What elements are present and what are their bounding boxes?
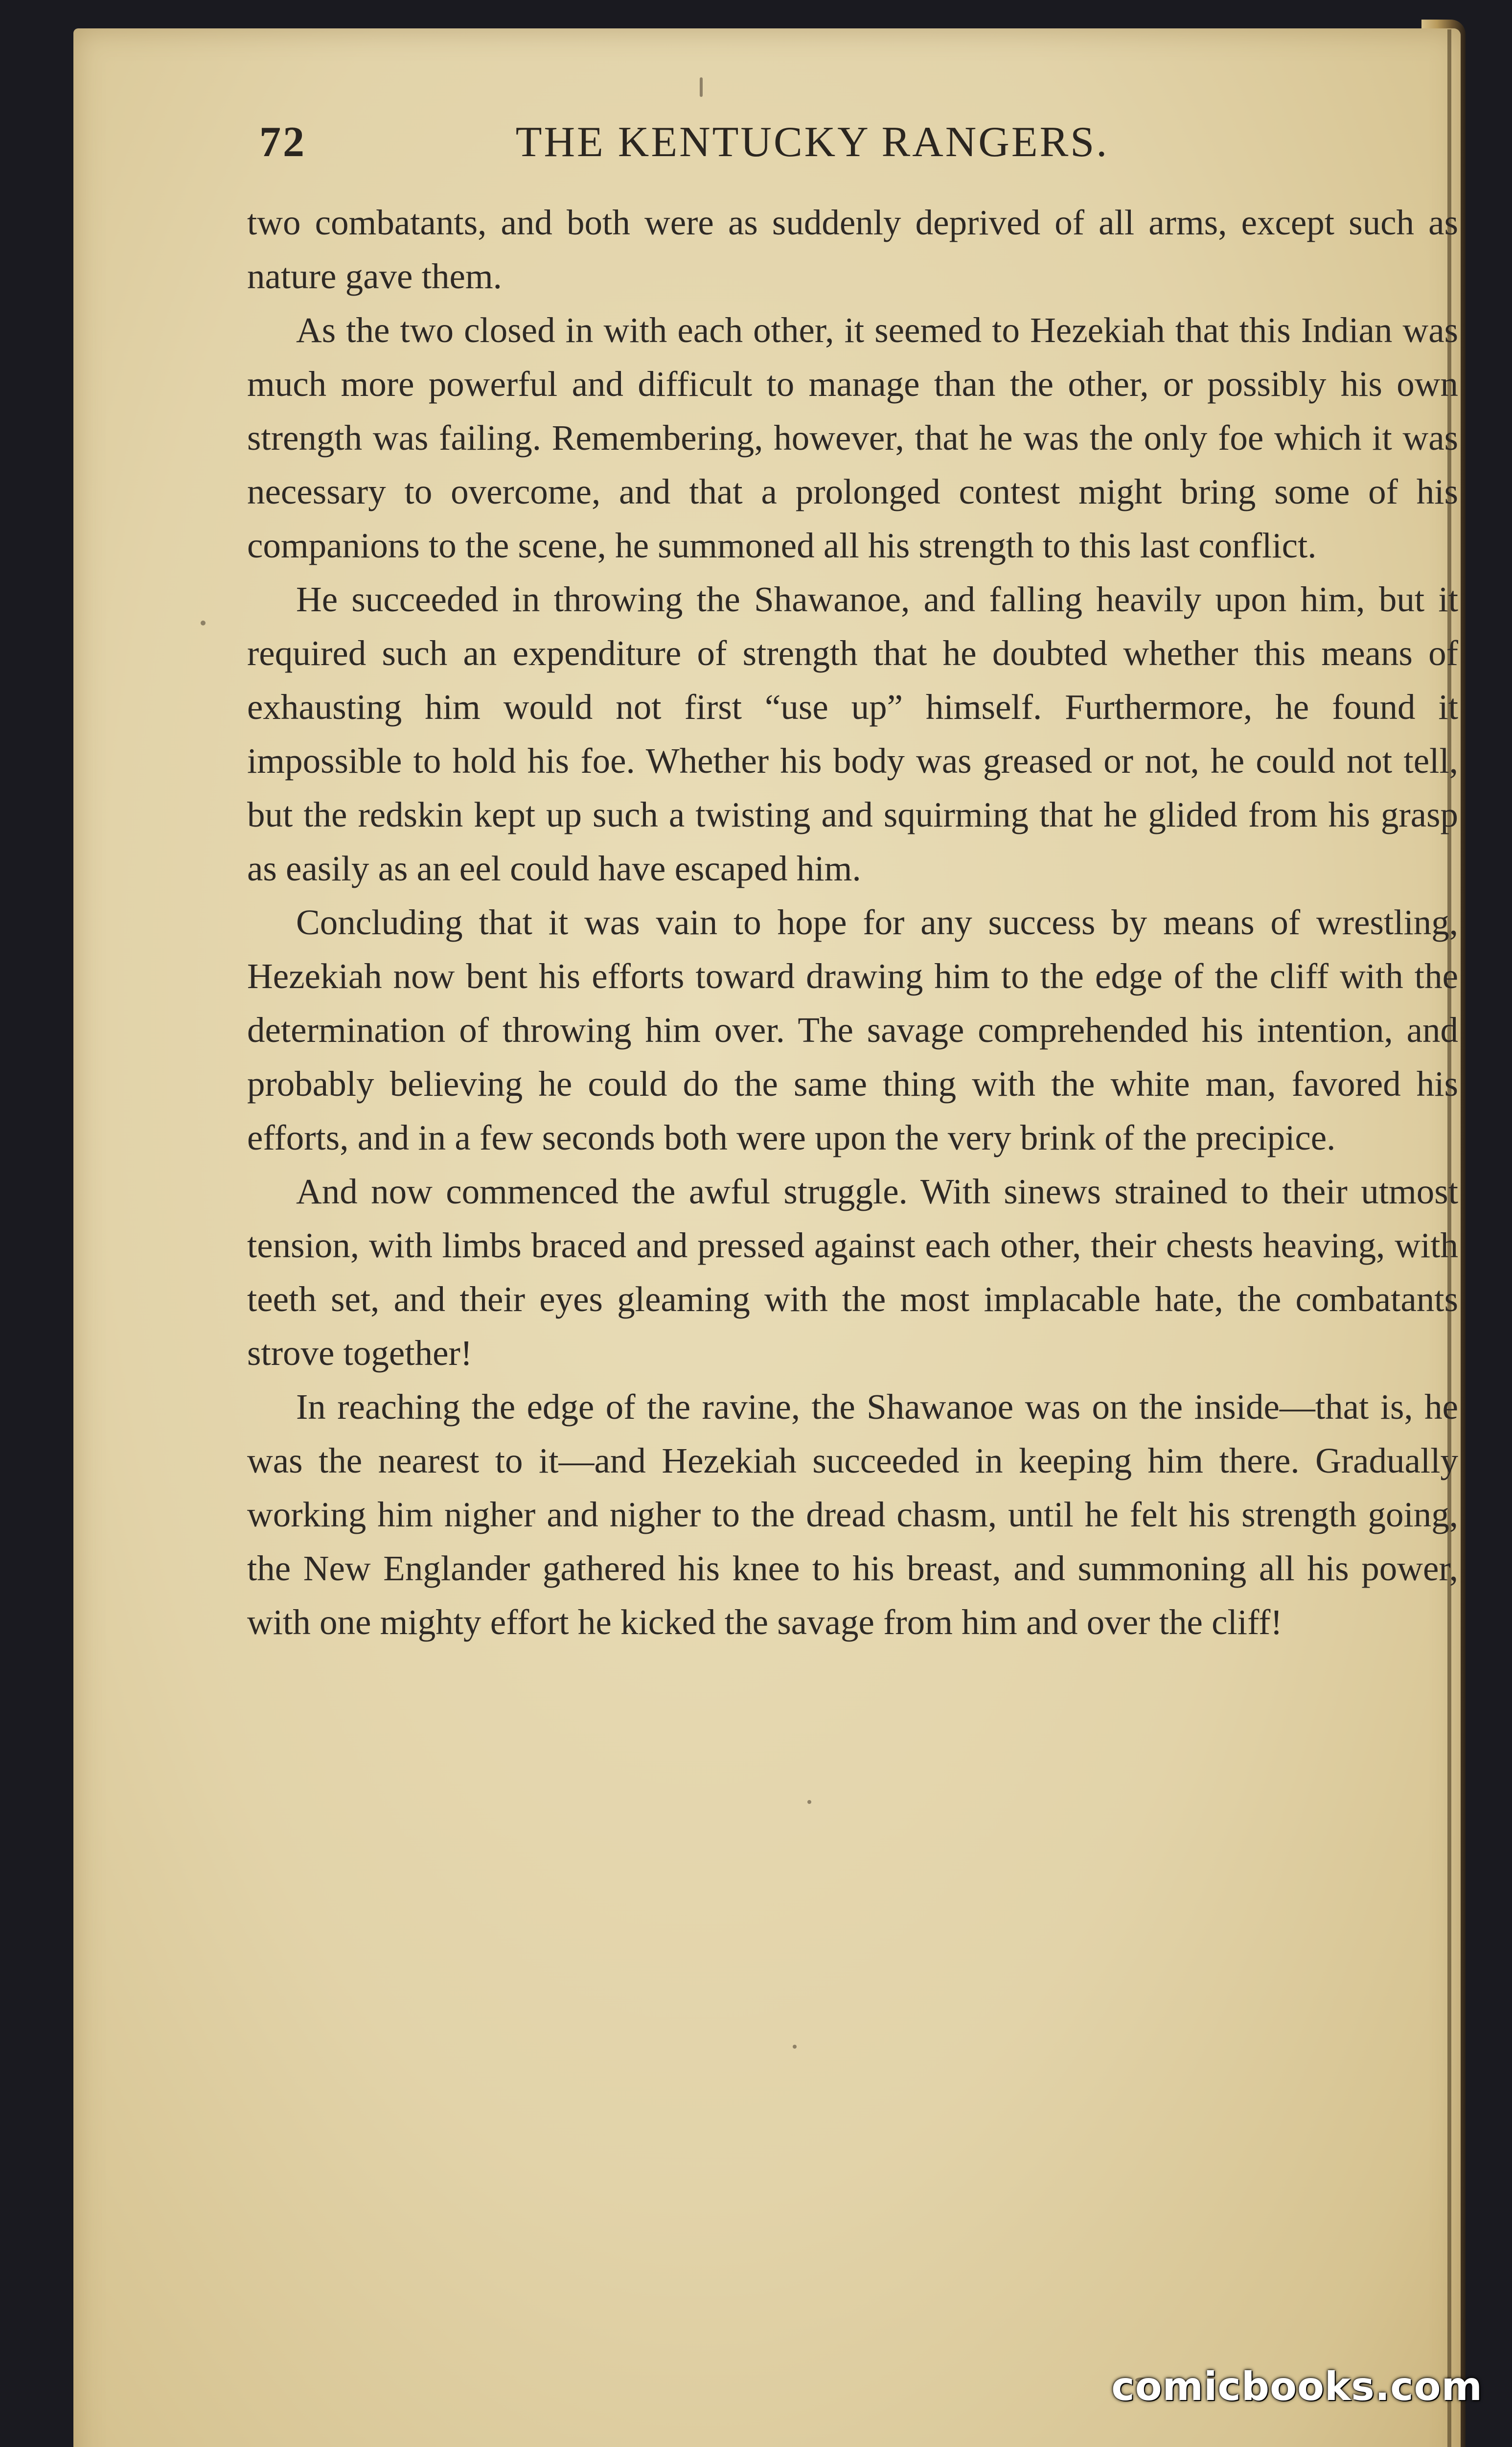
paper-speck — [201, 621, 206, 625]
paragraph: He succeeded in throwing the Shawanoe, and falling heavily upon him, but it required such an expenditure of strength that he doubted whether this means of exhausting him would not first “use up” himself. Furthermore, he found it impossible to hold his foe. Whether his body was greased or not, he could not tell, but the redskin kept up such a twisting and squirming that he glided from his grasp as easily as an eel could have escaped him. — [247, 579, 1458, 888]
paragraph: two combatants, and both were as suddenly deprived of all arms, except such as nature gave them. — [247, 203, 1458, 296]
site-watermark: comicbooks.com — [1111, 2364, 1483, 2409]
paper-speck — [700, 77, 703, 97]
paper-speck — [793, 2045, 797, 2049]
paragraph: And now commenced the awful struggle. With sinews strained to their utmost tension, with limbs braced and pressed against each other, their chests heaving, with teeth set, and their eyes gleaming with the most implacable hate, the combatants strove together! — [247, 1172, 1458, 1373]
body-text — [247, 196, 1458, 1649]
paper-speck — [807, 1800, 811, 1804]
running-head — [259, 117, 1385, 181]
paragraph: In reaching the edge of the ravine, the Shawanoe was on the inside—that is, he was the nearest to it—and Hezekiah succeeded in keeping him there. Gradually working him nigher and nigher to the dread chasm, until he felt his strength going, the New Englander gathered his knee to his breast, and summoning all his power, with one mighty effort he kicked the savage from him and over the cliff! — [247, 1387, 1458, 1642]
page-number: 72 — [259, 118, 306, 166]
paragraph: Concluding that it was vain to hope for any success by means of wrestling, Hezekiah now bent his efforts toward drawing him to the edge of the cliff with the determination of throwing him over. The savage comprehended his intention, and probably believing he could do the same thing with the white man, favored his efforts, and in a few seconds both were upon the very brink of the precipice. — [247, 902, 1458, 1157]
paragraph: As the two closed in with each other, it seemed to Hezekiah that this Indian was much more powerful and difficult to manage than the other, or possibly his own strength was failing. Remembering, however, that he was the only foe which it was necessary to overcome, and that a prolonged contest might bring some of his companions to the scene, he summoned all his strength to this last conflict. — [247, 310, 1458, 565]
book-title: THE KENTUCKY RANGERS. — [515, 118, 1109, 166]
